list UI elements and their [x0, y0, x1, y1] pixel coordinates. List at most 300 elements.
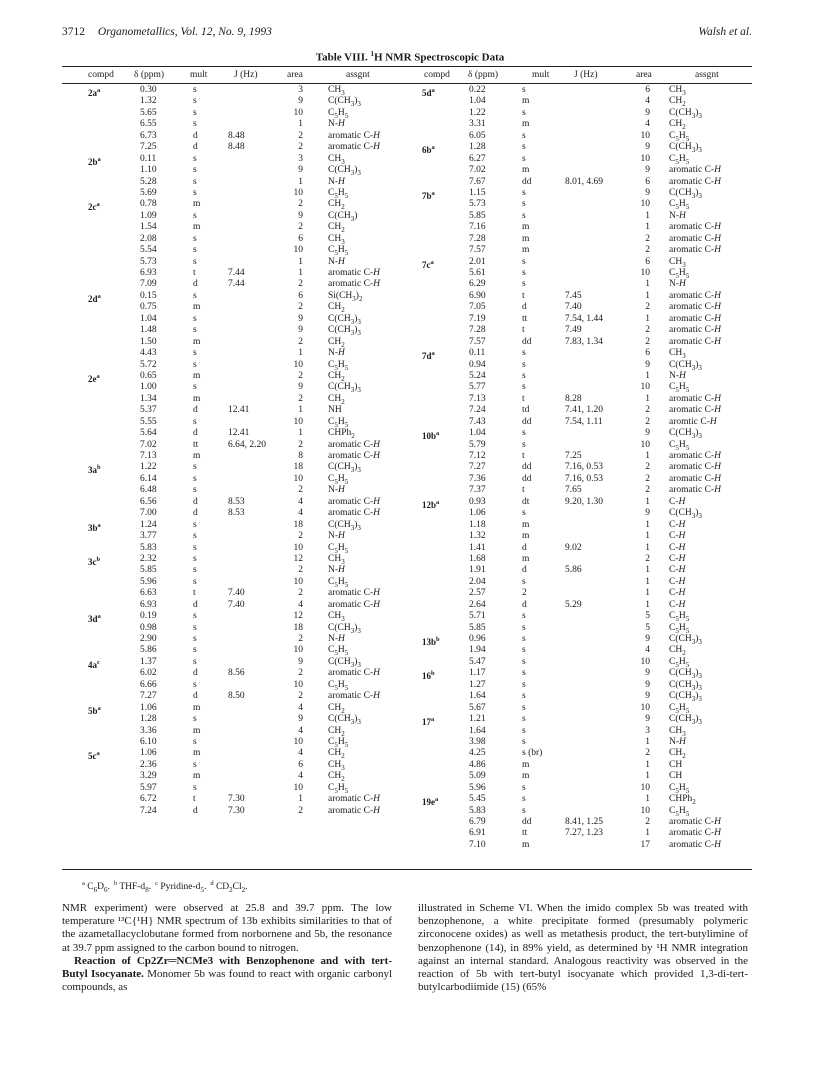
cell-area: 1 [645, 542, 650, 553]
cell-ppm: 7.12 [469, 451, 486, 461]
cell-assgnt: $C(CH_3)_3$ [669, 714, 702, 726]
cell-assgnt: aromatic C-H [328, 142, 380, 153]
cell-assgnt: $C(CH_3)_3$ [328, 325, 361, 338]
cell-assgnt: aromatic C-H [669, 485, 721, 496]
section-run-in-heading: Reaction of Cp2Zr═NCMe3 with Benzophenone and with tert-Butyl Isocyanate. [62, 954, 392, 981]
cell-area: 1 [645, 759, 650, 770]
cell-ppm: 1.22 [469, 107, 486, 118]
cell-assgnt: $C_5H_5$ [328, 107, 349, 120]
cell-ppm: 0.22 [469, 85, 486, 95]
cell-j: 8.56 [228, 668, 245, 679]
cell-assgnt: aromatic C-H [669, 302, 721, 313]
cell-assgnt: $Si(CH_3)_2$ [328, 290, 363, 303]
cell-assgnt: aromatic C-H [328, 451, 380, 461]
cell-assgnt: $C(CH_3)$ [328, 210, 358, 223]
table-row [62, 119, 407, 130]
cell-area: 10 [640, 199, 650, 210]
cell-area: 2 [298, 279, 303, 290]
cell-compd: $5b^a$ [88, 704, 101, 716]
table-footnotes [82, 880, 252, 894]
footnote-mark: a [97, 521, 101, 529]
cell-compd: $7b^a$ [422, 189, 435, 201]
cell-area: 4 [298, 508, 303, 519]
table-left-half [62, 85, 407, 817]
cell-mult: s [522, 210, 526, 221]
table-row [407, 806, 752, 817]
cell-mult: td [522, 405, 530, 416]
cell-area: 10 [640, 268, 650, 278]
cell-mult: s [522, 725, 526, 736]
cell-ppm: 2.32 [140, 553, 157, 564]
cell-compd: $2a^a$ [88, 87, 101, 98]
footnote-mark: a [436, 430, 440, 438]
cell-mult: m [193, 702, 201, 713]
cell-area: 2 [645, 336, 650, 347]
cell-area: 10 [293, 679, 303, 690]
cell-assgnt: $CH_3$ [669, 725, 686, 738]
cell-mult: s [193, 462, 197, 473]
cell-compd: $2c^a$ [88, 201, 100, 213]
cell-mult: s [193, 565, 197, 576]
cell-area: 2 [645, 748, 650, 759]
cell-area: 2 [645, 416, 650, 427]
cell-area: 18 [293, 462, 303, 473]
table-row [407, 783, 752, 794]
cell-mult: m [522, 119, 530, 130]
cell-area: 2 [298, 691, 303, 702]
cell-assgnt: $C(CH_3)_3$ [669, 508, 702, 521]
table-row [62, 600, 407, 611]
table-row [62, 360, 407, 371]
table-row [407, 131, 752, 142]
cell-assgnt: $CH_3$ [669, 256, 686, 269]
table-row [407, 748, 752, 759]
cell-assgnt: aromatic C-H [328, 279, 380, 290]
table-row [62, 428, 407, 439]
cell-area: 17 [640, 839, 650, 850]
footnote-text: $CD_2Cl_2$. [213, 882, 248, 895]
cell-compd: $4a^c$ [88, 658, 100, 670]
cell-ppm: 1.28 [469, 142, 486, 153]
cell-ppm: 5.47 [469, 656, 486, 667]
cell-ppm: 7.37 [469, 485, 486, 496]
cell-compd: $10b^a$ [422, 430, 440, 442]
table-row [62, 291, 407, 302]
cell-compd: $2d^a$ [88, 292, 101, 304]
col-header-area-right: area [636, 70, 652, 80]
page-number: 3712 [62, 26, 85, 38]
cell-area: 4 [298, 748, 303, 759]
cell-area: 10 [293, 245, 303, 256]
cell-mult: s [522, 370, 526, 381]
cell-assgnt: aromatic C-H [669, 828, 721, 839]
cell-area: 2 [645, 325, 650, 336]
cell-ppm: 1.18 [469, 519, 486, 530]
footnote-mark: a [431, 87, 435, 94]
cell-ppm: 0.19 [140, 611, 157, 622]
cell-ppm: 5.28 [140, 176, 157, 187]
cell-ppm: 5.37 [140, 405, 157, 416]
table-row [62, 451, 407, 462]
cell-ppm: 1.06 [140, 702, 157, 713]
cell-mult: t [193, 794, 196, 805]
cell-j: 7.44 [228, 279, 245, 290]
body-text: Monomer 5b was found to react with organic carbonyl compounds, as [62, 968, 392, 994]
table-row [407, 382, 752, 393]
footnote-mark: a [82, 880, 85, 887]
body-text: illustrated in Scheme VI. When the imido complex 5b was treated with benzophenone, a white precipitate formed (presumably polymeric zirconocene oxides) as well as metathesis product, the tert-butylimine of benzophenone (14), in 89% yield, as determined by ¹H NMR integration against an internal standard. Analogous reactivity was observed in the reaction of 5b with tert-butyl isocyanate which provided 1,3-di-tert-butylcarbodiimide (15) (65% [418, 902, 748, 994]
cell-area: 9 [645, 165, 650, 176]
table-row [407, 657, 752, 668]
cell-ppm: 5.73 [469, 199, 486, 210]
cell-j: 7.30 [228, 805, 245, 816]
cell-mult: s [193, 313, 197, 324]
cell-mult: s [522, 782, 526, 793]
cell-assgnt: $C_5H_5$ [328, 416, 349, 429]
cell-ppm: 2.01 [469, 256, 486, 267]
cell-j: 7.83, 1.34 [565, 336, 603, 347]
table-row [407, 520, 752, 531]
cell-mult: tt [522, 828, 528, 839]
cell-assgnt: $C_5H_5$ [328, 245, 349, 258]
cell-mult: d [193, 279, 198, 290]
cell-mult: t [193, 588, 196, 599]
cell-mult: m [522, 531, 530, 542]
table-row [62, 96, 407, 107]
cell-assgnt: $C_5H_5$ [669, 382, 690, 395]
footnote-mark: a [96, 750, 100, 758]
cell-assgnt: $CH_2$ [669, 645, 686, 658]
cell-ppm: 5.54 [140, 245, 157, 256]
table-row [407, 165, 752, 176]
cell-mult: dt [522, 496, 530, 507]
cell-ppm: 1.04 [469, 428, 486, 439]
cell-mult: d [522, 599, 527, 610]
cell-area: 10 [293, 576, 303, 587]
cell-j: 7.54, 1.11 [565, 416, 603, 427]
cell-assgnt: $C_5H_5$ [328, 736, 349, 749]
cell-area: 1 [298, 405, 303, 416]
cell-assgnt: $C_5H_5$ [328, 782, 349, 795]
cell-area: 12 [293, 553, 303, 564]
table-row [62, 531, 407, 542]
cell-ppm: 6.91 [469, 828, 486, 839]
cell-ppm: 7.10 [469, 839, 486, 850]
cell-assgnt: $CH_2$ [669, 119, 686, 132]
cell-assgnt: C-H [669, 553, 686, 564]
header-left [62, 26, 272, 38]
col-header-mult-left: mult [190, 70, 208, 80]
cell-assgnt: $C(CH_3)_3$ [328, 656, 361, 669]
body-text: NMR experiment) were observed at 25.8 and 39.7 ppm. The low temperature ¹³C{¹H} NMR spectrum of 13b exhibits similarities to that of the azametallacyclobutane formed from norbornene and 5b, the resonance at 39.7 ppm assigned to the carbon bound to nitrogen. [62, 902, 392, 954]
cell-area: 9 [298, 656, 303, 667]
cell-j: 8.48 [228, 130, 245, 141]
cell-area: 9 [298, 165, 303, 176]
cell-area: 6 [645, 85, 650, 95]
cell-j: 5.29 [565, 599, 582, 610]
cell-ppm: 0.30 [140, 85, 157, 95]
cell-area: 6 [298, 759, 303, 770]
table-row [407, 325, 752, 336]
cell-assgnt: N-H [669, 736, 686, 747]
cell-assgnt: CHPh$_2$ [669, 794, 696, 807]
cell-ppm: 3.29 [140, 771, 157, 782]
cell-mult: t [522, 393, 525, 404]
cell-mult: d [193, 599, 198, 610]
table-row [62, 142, 407, 153]
cell-assgnt: $CH_2$ [669, 96, 686, 109]
cell-area: 10 [293, 359, 303, 370]
cell-assgnt: aromatic C-H [669, 325, 721, 336]
table-row [407, 371, 752, 382]
cell-j: 12.41 [228, 428, 250, 439]
cell-ppm: 6.90 [469, 290, 486, 301]
cell-assgnt: $CH_2$ [328, 725, 345, 738]
cell-area: 2 [298, 485, 303, 496]
cell-area: 9 [645, 679, 650, 690]
cell-ppm: 7.16 [469, 222, 486, 233]
cell-mult: s [522, 130, 526, 141]
cell-compd: $3b^a$ [88, 521, 101, 533]
cell-ppm: 5.85 [140, 565, 157, 576]
cell-assgnt: aromatic C-H [669, 473, 721, 484]
table-row [62, 165, 407, 176]
cell-assgnt: $CH_3$ [328, 611, 345, 624]
cell-ppm: 4.25 [469, 748, 486, 759]
table-row [407, 154, 752, 165]
cell-ppm: 5.65 [140, 107, 157, 118]
table-row [62, 222, 407, 233]
cell-ppm: 3.36 [140, 725, 157, 736]
table-row [407, 645, 752, 656]
cell-j: 8.01, 4.69 [565, 176, 603, 187]
table-row [62, 325, 407, 336]
table-row [62, 234, 407, 245]
footnote-mark: a [97, 704, 101, 712]
table-row [62, 680, 407, 691]
cell-area: 6 [645, 176, 650, 187]
cell-assgnt: $CH_3$ [328, 153, 345, 166]
cell-mult: s [193, 714, 197, 725]
cell-area: 10 [640, 130, 650, 141]
table-row [62, 520, 407, 531]
cell-ppm: 5.79 [469, 439, 486, 450]
cell-mult: t [522, 290, 525, 301]
table-row [407, 234, 752, 245]
cell-assgnt: $C(CH_3)_3$ [328, 96, 361, 109]
cell-mult: s [193, 519, 197, 530]
cell-ppm: 6.55 [140, 119, 157, 130]
table-row [62, 760, 407, 771]
table-row [62, 85, 407, 96]
cell-area: 1 [645, 736, 650, 747]
cell-mult: m [193, 725, 201, 736]
cell-mult: s [193, 759, 197, 770]
table-row [62, 154, 407, 165]
cell-ppm: 6.14 [140, 473, 157, 484]
cell-area: 4 [645, 645, 650, 656]
cell-ppm: 5.86 [140, 645, 157, 656]
body-paragraph [418, 902, 748, 994]
cell-ppm: 7.28 [469, 325, 486, 336]
cell-ppm: 6.27 [469, 153, 486, 164]
cell-mult: s [193, 416, 197, 427]
cell-assgnt: $C(CH_3)_3$ [669, 668, 702, 681]
cell-ppm: 6.93 [140, 599, 157, 610]
cell-assgnt: $C_5H_5$ [669, 153, 690, 166]
cell-assgnt: $C_5H_5$ [669, 782, 690, 795]
cell-assgnt: N-H [669, 210, 686, 221]
table-row [62, 257, 407, 268]
cell-area: 2 [298, 634, 303, 644]
cell-mult: m [522, 553, 530, 564]
table-row [407, 119, 752, 130]
table-row [407, 337, 752, 348]
table-row [62, 268, 407, 279]
cell-assgnt: aromatic C-H [328, 439, 380, 450]
cell-j: 7.27, 1.23 [565, 828, 603, 839]
cell-mult: t [522, 325, 525, 336]
table-row [407, 485, 752, 496]
cell-area: 9 [645, 668, 650, 679]
cell-mult: s [522, 85, 526, 95]
cell-mult: dd [522, 416, 532, 427]
cell-mult: s [193, 679, 197, 690]
cell-assgnt: aromatic C-H [328, 588, 380, 599]
table-row [407, 257, 752, 268]
cell-assgnt: CH [669, 771, 683, 782]
cell-mult: m [522, 519, 530, 530]
cell-ppm: 5.83 [140, 542, 157, 553]
table-row [407, 199, 752, 210]
cell-assgnt: N-H [669, 279, 686, 290]
cell-mult: dd [522, 817, 532, 827]
cell-assgnt: $CH_3$ [328, 233, 345, 246]
table-row [62, 348, 407, 359]
cell-compd: $2b^a$ [88, 155, 101, 167]
cell-ppm: 7.00 [140, 508, 157, 519]
table-row [62, 588, 407, 599]
cell-ppm: 7.19 [469, 313, 486, 324]
cell-assgnt: aromatic C-H [669, 451, 721, 461]
cell-assgnt: aromatic C-H [328, 668, 380, 679]
table-row [407, 360, 752, 371]
table-row [407, 394, 752, 405]
cell-ppm: 5.67 [469, 702, 486, 713]
cell-area: 9 [645, 428, 650, 439]
cell-j: 6.64, 2.20 [228, 439, 266, 450]
cell-mult: m [193, 748, 201, 759]
cell-ppm: 6.10 [140, 736, 157, 747]
cell-area: 10 [293, 107, 303, 118]
cell-j: 5.86 [565, 565, 582, 576]
cell-ppm: 1.48 [140, 325, 157, 336]
cell-mult: s [193, 622, 197, 633]
cell-assgnt: aromatic C-H [669, 176, 721, 187]
table-row [407, 817, 752, 828]
cell-mult: s [522, 508, 526, 519]
cell-ppm: 1.06 [469, 508, 486, 519]
cell-mult: s [193, 634, 197, 644]
table-row [62, 245, 407, 256]
cell-area: 2 [298, 302, 303, 313]
cell-j: 8.53 [228, 496, 245, 507]
cell-area: 9 [645, 508, 650, 519]
cell-mult: d [522, 302, 527, 313]
cell-assgnt: $C_5H_5$ [328, 542, 349, 555]
cell-assgnt: $C_5H_5$ [669, 268, 690, 280]
cell-area: 4 [298, 702, 303, 713]
cell-j: 7.54, 1.44 [565, 313, 603, 324]
cell-mult: s [193, 782, 197, 793]
table-right-half [407, 85, 752, 851]
header-authors: Walsh et al. [698, 26, 752, 38]
table-row [407, 543, 752, 554]
cell-area: 2 [645, 485, 650, 496]
table-row [62, 737, 407, 748]
cell-assgnt: $C_5H_5$ [669, 622, 690, 635]
cell-assgnt: $C_5H_5$ [328, 679, 349, 692]
cell-mult: s (br) [522, 748, 543, 759]
table-row [407, 451, 752, 462]
cell-assgnt: $C_5H_5$ [328, 187, 349, 200]
cell-ppm: 5.97 [140, 782, 157, 793]
cell-assgnt: N-H [328, 634, 345, 644]
cell-assgnt: aromatic C-H [669, 462, 721, 473]
table-row [62, 108, 407, 119]
table-row [407, 96, 752, 107]
cell-assgnt: N-H [328, 531, 345, 542]
table-row [62, 199, 407, 213]
cell-mult: s [193, 576, 197, 587]
table-row [62, 211, 407, 222]
cell-assgnt: C-H [669, 599, 686, 610]
cell-ppm: 6.66 [140, 679, 157, 690]
cell-area: 1 [645, 771, 650, 782]
cell-mult: t [522, 451, 525, 461]
table-row [407, 302, 752, 313]
cell-ppm: 6.72 [140, 794, 157, 805]
table-top-rule [62, 66, 752, 67]
cell-compd: $3d^a$ [88, 613, 101, 625]
journal-citation: Organometallics, Vol. 12, No. 9, 1993 [97, 26, 272, 38]
cell-ppm: 6.73 [140, 130, 157, 141]
table-row [407, 279, 752, 290]
cell-ppm: 7.13 [469, 393, 486, 404]
table-row [407, 245, 752, 256]
cell-ppm: 7.02 [469, 165, 486, 176]
cell-mult: 2 [522, 588, 527, 599]
cell-mult: s [193, 542, 197, 553]
cell-area: 1 [645, 599, 650, 610]
body-column-1 [62, 902, 392, 994]
cell-mult: dd [522, 462, 532, 473]
cell-assgnt: aromatic C-H [669, 165, 721, 176]
cell-mult: s [193, 531, 197, 542]
cell-assgnt: $C_5H_5$ [669, 439, 690, 452]
cell-area: 4 [298, 496, 303, 507]
cell-mult: dd [522, 336, 532, 347]
table-caption-text: H NMR Spectroscopic Data [373, 51, 505, 64]
cell-assgnt: aromatic C-H [328, 805, 380, 816]
cell-mult: s [193, 473, 197, 484]
col-header-assgnt-left: assgnt [346, 70, 370, 80]
cell-mult: s [193, 736, 197, 747]
cell-mult: s [522, 199, 526, 210]
cell-area: 10 [293, 782, 303, 793]
cell-mult: d [193, 496, 198, 507]
cell-ppm: 6.56 [140, 496, 157, 507]
